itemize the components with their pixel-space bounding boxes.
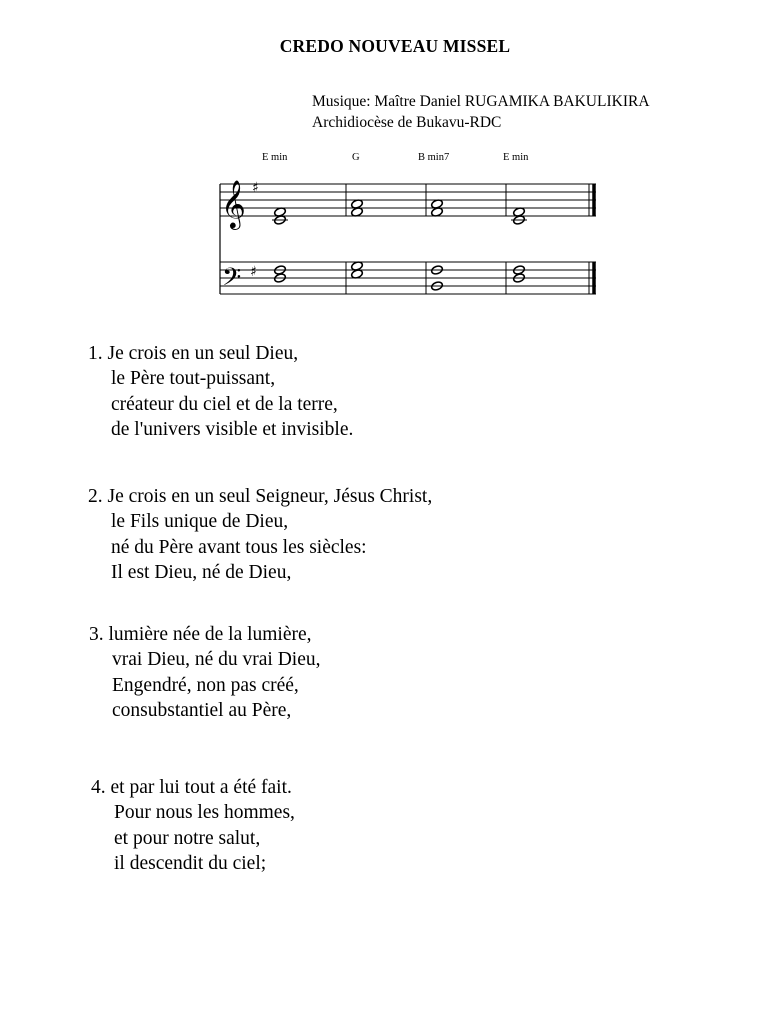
verse-line: le Fils unique de Dieu, <box>111 511 289 533</box>
treble-clef-icon: 𝄞 <box>221 179 246 228</box>
music-score <box>0 0 768 320</box>
treble-staff <box>220 184 596 216</box>
bass-notes <box>274 261 526 292</box>
chord-symbol: E min <box>503 152 529 163</box>
verse-1 <box>88 341 353 442</box>
verse-line: de l'univers visible et invisible. <box>111 418 354 440</box>
verse-line: créateur du ciel et de la terre, <box>111 393 338 415</box>
verse-line: 4. et par lui tout a été fait. <box>91 777 292 798</box>
bass-clef-icon: 𝄢 <box>222 263 242 298</box>
sharp-icon: ♯ <box>252 180 259 196</box>
page-title: CREDO NOUVEAU MISSEL <box>279 36 511 56</box>
verse-line: 2. Je crois en un seul Seigneur, Jésus Christ, <box>88 486 433 507</box>
verse-line: né du Père avant tous les siècles: <box>111 536 367 558</box>
verse-3 <box>89 622 320 723</box>
verse-2 <box>88 484 432 585</box>
verse-line: vrai Dieu, né du vrai Dieu, <box>112 649 321 671</box>
verse-line: il descendit du ciel; <box>114 852 267 874</box>
verse-line: consubstantiel au Père, <box>112 699 292 721</box>
verse-line: Il est Dieu, né de Dieu, <box>111 561 292 583</box>
verse-line: le Père tout-puissant, <box>111 368 276 390</box>
bass-staff <box>220 262 596 294</box>
treble-notes <box>272 199 527 226</box>
chord-symbol: E min <box>262 152 288 163</box>
chord-symbol: G <box>352 152 360 163</box>
sharp-icon: ♯ <box>250 264 257 280</box>
composer-credit: Musique: Maître Daniel RUGAMIKA BAKULIKIRA <box>312 93 650 110</box>
verse-line: 1. Je crois en un seul Dieu, <box>88 343 299 364</box>
verse-4 <box>91 775 295 876</box>
verse-line: Engendré, non pas créé, <box>112 674 299 696</box>
chord-symbol: B min7 <box>418 152 450 163</box>
verse-line: et pour notre salut, <box>114 827 261 849</box>
diocese-credit: Archidiocèse de Bukavu-RDC <box>312 114 502 131</box>
verse-line: Pour nous les hommes, <box>114 802 295 824</box>
verse-line: 3. lumière née de la lumière, <box>89 624 312 645</box>
